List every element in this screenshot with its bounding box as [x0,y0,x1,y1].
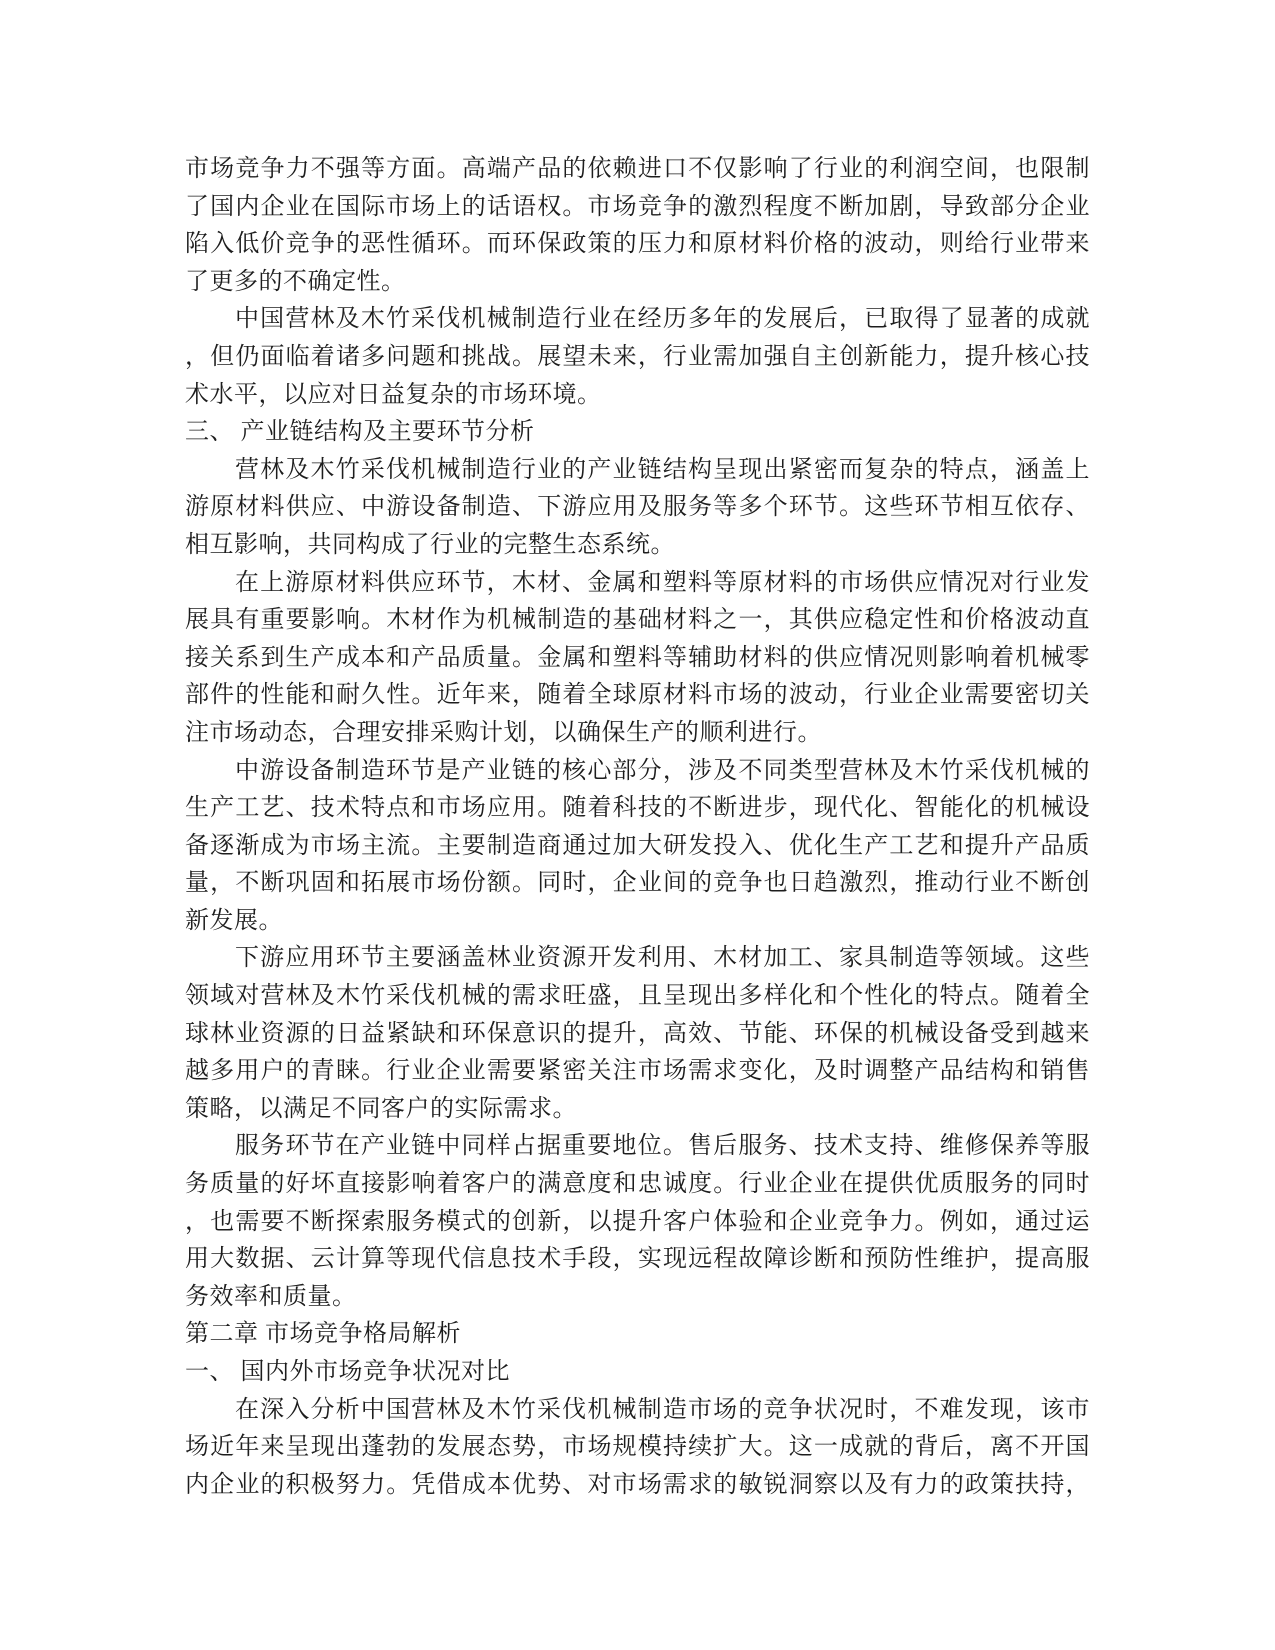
text-line: 中游设备制造环节是产业链的核心部分，涉及不同类型营林及木竹采伐机械的 [235,757,1090,784]
text-line: 陷入低价竞争的恶性循环。而环保政策的压力和原材料价格的波动，则给行业带来 [185,231,1090,258]
text-line: 术水平，以应对日益复杂的市场环境。 [185,381,602,408]
text-line: 服务环节在产业链中同样占据重要地位。售后服务、技术支持、维修保养等服 [235,1133,1090,1160]
text-line: 营林及木竹采伐机械制造行业的产业链结构呈现出紧密而复杂的特点，涵盖上 [235,456,1090,483]
text-line: 生产工艺、技术特点和市场应用。随着科技的不断进步，现代化、智能化的机械设 [185,795,1090,822]
heading-line: 三、 产业链结构及主要环节分析 [185,419,535,446]
text-line: ，但仍面临着诸多问题和挑战。展望未来，行业需加强自主创新能力，提升核心技 [185,343,1090,370]
text-line: 策略，以满足不同客户的实际需求。 [185,1095,577,1122]
text-line: 场近年来呈现出蓬勃的发展态势，市场规模持续扩大。这一成就的背后，离不开国 [185,1434,1090,1461]
text-line: 务效率和质量。 [185,1283,357,1310]
text-line: 领域对营林及木竹采伐机械的需求旺盛，且呈现出多样化和个性化的特点。随着全 [185,983,1090,1010]
text-line: 量，不断巩固和拓展市场份额。同时，企业间的竞争也日趋激烈，推动行业不断创 [185,870,1090,897]
text-line: 市场竞争力不强等方面。高端产品的依赖进口不仅影响了行业的利润空间，也限制 [185,156,1090,182]
heading-line: 一、 国内外市场竞争状况对比 [185,1359,510,1385]
text-line: 接关系到生产成本和产品质量。金属和塑料等辅助材料的供应情况则影响着机械零 [185,644,1090,671]
text-line: 内企业的积极努力。凭借成本优势、对市场需求的敏锐洞察以及有力的政策扶持， [185,1471,1090,1498]
text-line: 备逐渐成为市场主流。主要制造商通过加大研发投入、优化生产工艺和提升产品质 [185,832,1090,859]
text-line: 用大数据、云计算等现代信息技术手段，实现远程故障诊断和预防性维护，提高服 [185,1246,1090,1273]
text-line: 注市场动态，合理安排采购计划，以确保生产的顺利进行。 [185,719,822,746]
text-line: 游原材料供应、中游设备制造、下游应用及服务等多个环节。这些环节相互依存、 [185,494,1090,521]
text-line: 展具有重要影响。木材作为机械制造的基础材料之一，其供应稳定性和价格波动直 [185,607,1090,634]
text-line: 务质量的好坏直接影响着客户的满意度和忠诚度。行业企业在提供优质服务的同时 [185,1171,1090,1198]
text-line: 在深入分析中国营林及木竹采伐机械制造市场的竞争状况时，不难发现，该市 [235,1396,1090,1423]
text-line: ，也需要不断探索服务模式的创新，以提升客户体验和企业竞争力。例如，通过运 [185,1208,1090,1235]
text-line: 在上游原材料供应环节，木材、金属和塑料等原材料的市场供应情况对行业发 [235,569,1090,596]
text-line: 了国内企业在国际市场上的话语权。市场竞争的激烈程度不断加剧，导致部分企业 [185,193,1090,220]
text-line: 新发展。 [185,907,283,934]
text-line: 下游应用环节主要涵盖林业资源开发利用、木材加工、家具制造等领域。这些 [235,945,1090,972]
text-line: 越多用户的青睐。行业企业需要紧密关注市场需求变化，及时调整产品结构和销售 [185,1058,1090,1085]
text-line: 了更多的不确定性。 [185,268,406,295]
heading-line: 第二章 市场竞争格局解析 [185,1321,461,1348]
text-line: 球林业资源的日益紧缺和环保意识的提升，高效、节能、环保的机械设备受到越来 [185,1020,1090,1047]
text-line: 中国营林及木竹采伐机械制造行业在经历多年的发展后，已取得了显著的成就 [235,306,1090,333]
document-text-block [185,151,1090,1504]
text-line: 相互影响，共同构成了行业的完整生态系统。 [185,531,675,558]
text-line: 部件的性能和耐久性。近年来，随着全球原材料市场的波动，行业企业需要密切关 [185,682,1090,709]
